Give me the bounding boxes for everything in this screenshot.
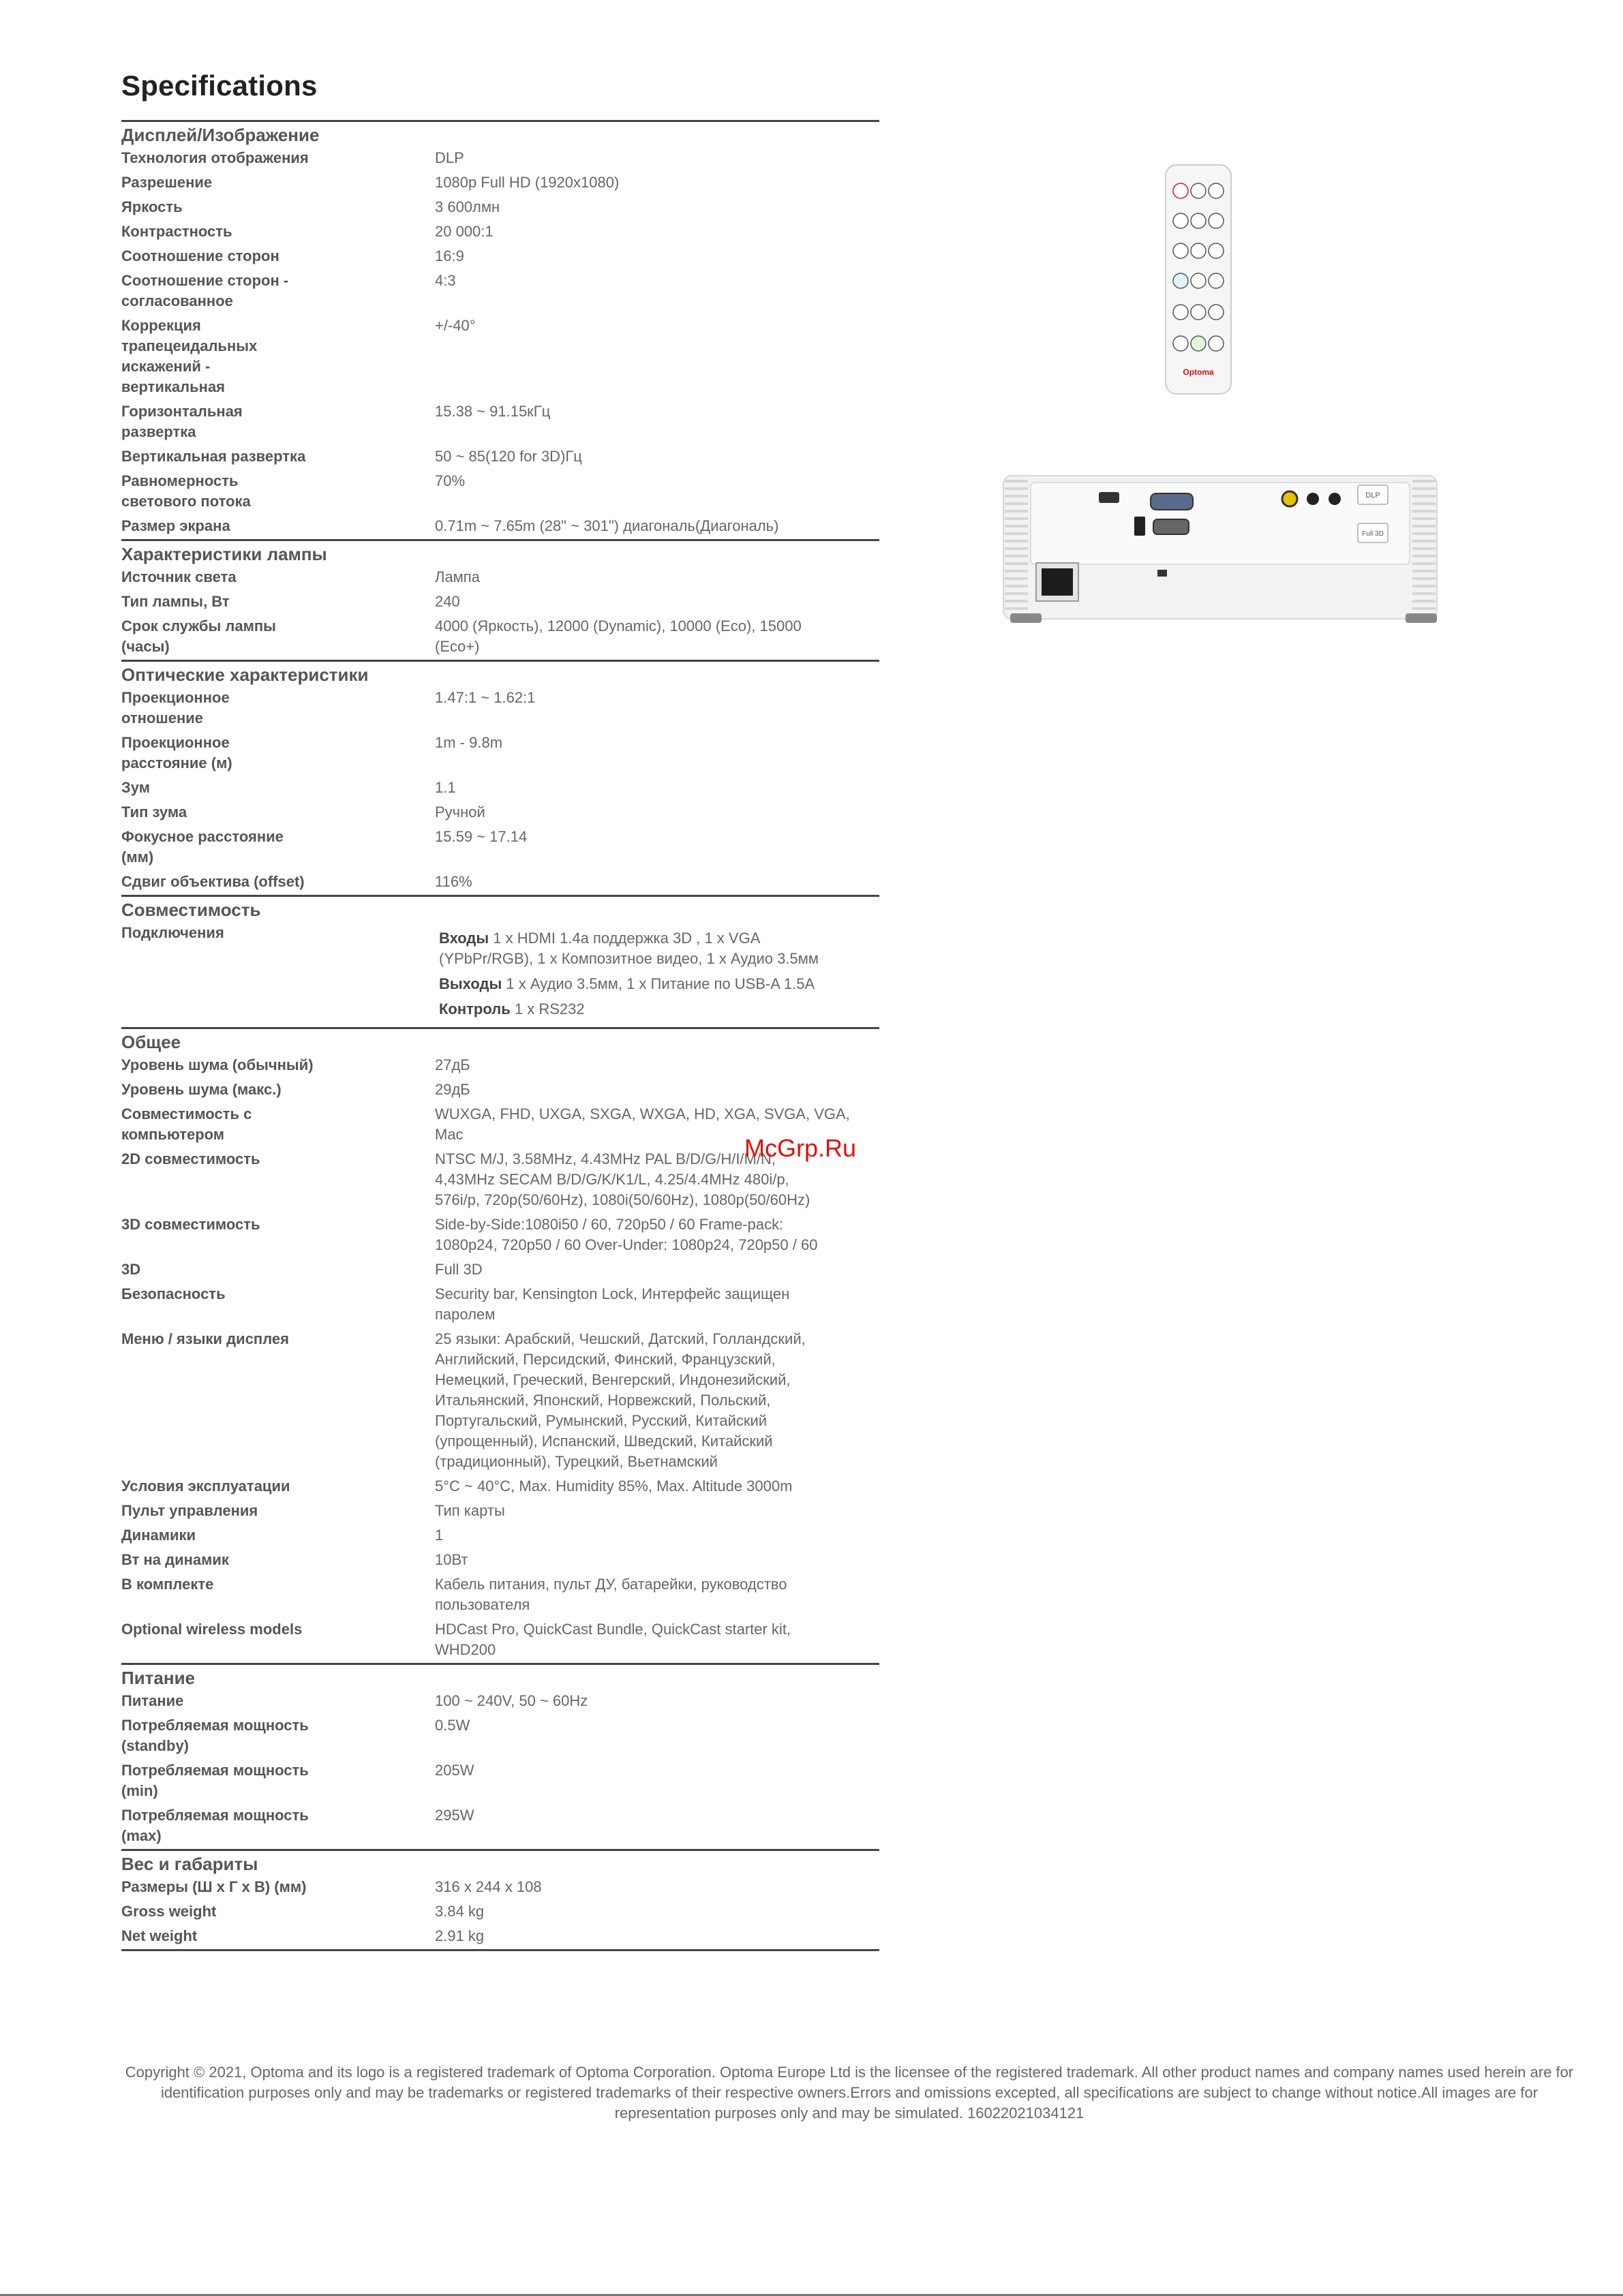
vent-slat — [1412, 480, 1436, 483]
remote-button-icon — [1209, 305, 1224, 320]
spec-value: 100 ~ 240V, 50 ~ 60Hz — [435, 1692, 588, 1709]
spec-label: В комплекте — [121, 1576, 214, 1593]
spec-label: Вертикальная развертка — [121, 448, 306, 465]
spec-row — [121, 801, 879, 825]
spec-value: NTSC M/J, 3.58MHz, 4.43MHz PAL B/D/G/H/I/M/N, 4,43MHz SECAM B/D/G/K/K1/L, 4.25/4.4MHz 480i/p, 576i/p, 720p(50/60Hz), 1080i(50/60Hz), 1080p(50/60Hz) — [435, 1150, 810, 1208]
vent-slat — [1412, 502, 1436, 505]
spec-value: 15.38 ~ 91.15кГц — [435, 403, 551, 420]
spec-section — [121, 660, 879, 895]
vent-slat — [1412, 532, 1436, 535]
spec-row — [121, 196, 879, 220]
spec-label: Gross weight — [121, 1903, 217, 1920]
connections-list — [435, 923, 879, 1024]
vent-slat — [1005, 592, 1028, 595]
spec-row — [121, 566, 879, 590]
spec-label: Подключения — [121, 924, 224, 941]
dlp-badge-label: DLP — [1365, 491, 1380, 500]
spec-value: Full 3D — [435, 1261, 483, 1278]
spec-value: 3.84 kg — [435, 1903, 485, 1920]
spec-section — [121, 1663, 879, 1849]
spec-label: Меню / языки дисплея — [121, 1330, 289, 1347]
projector-rear-image — [990, 469, 1451, 632]
vga-port-icon — [1151, 493, 1193, 510]
audio-in-jack-icon — [1307, 493, 1319, 505]
vent-slat — [1005, 540, 1028, 542]
kensington-slot-icon — [1157, 570, 1167, 577]
vent-slat — [1412, 607, 1436, 610]
spec-row — [121, 1328, 879, 1475]
spec-label: Потребляемая мощность (standby) — [121, 1717, 309, 1754]
spec-row — [121, 1876, 879, 1900]
remote-button-icon — [1191, 183, 1206, 198]
audio-out-jack-icon — [1329, 493, 1341, 505]
spec-value: 27дБ — [435, 1056, 470, 1073]
spec-value: 20 000:1 — [435, 223, 494, 240]
vent-slat — [1005, 555, 1028, 557]
remote-button-icon — [1209, 273, 1224, 288]
spec-value: 70% — [435, 472, 466, 489]
left-foot — [1010, 613, 1042, 623]
remote-button-icon — [1191, 305, 1206, 320]
spec-row — [121, 220, 879, 245]
spec-label: Коррекция трапецеидальных искажений - вертикальная — [121, 317, 258, 395]
spec-row — [121, 1499, 879, 1524]
spec-row — [121, 314, 879, 400]
spec-value: 295W — [435, 1807, 474, 1824]
spec-value: 16:9 — [435, 247, 464, 264]
spec-label: Совместимость с компьютером — [121, 1105, 252, 1143]
spec-row — [121, 1804, 879, 1849]
spec-label: Потребляемая мощность (min) — [121, 1762, 309, 1799]
spec-value: 240 — [435, 593, 460, 610]
spec-label: 2D совместимость — [121, 1150, 260, 1167]
section-title: Общее — [121, 1032, 181, 1052]
remote-button-icon — [1173, 305, 1188, 320]
vent-slat — [1412, 487, 1436, 490]
remote-button-icon — [1209, 183, 1224, 198]
remote-button-icon — [1191, 213, 1206, 228]
vent-slat — [1412, 585, 1436, 587]
vent-slat — [1412, 495, 1436, 498]
spec-value: 1.1 — [435, 779, 456, 796]
spec-row — [121, 470, 879, 515]
remote-button-icon — [1173, 336, 1188, 351]
spec-label: Уровень шума (обычный) — [121, 1056, 314, 1073]
spec-label: Контрастность — [121, 223, 232, 240]
spec-label: Равномерность светового потока — [121, 472, 251, 510]
spec-label: Тип лампы, Вт — [121, 593, 230, 610]
spec-value: 5°C ~ 40°C, Max. Humidity 85%, Max. Altitude 3000m — [435, 1478, 793, 1495]
spec-label: Фокусное расстояние (мм) — [121, 828, 284, 866]
spec-label: Net weight — [121, 1927, 198, 1944]
remote-button-icon — [1173, 183, 1188, 198]
connection-item — [439, 974, 879, 994]
page-title: Specifications — [121, 70, 318, 102]
remote-button-icon — [1191, 243, 1206, 258]
spec-label: Размер экрана — [121, 517, 230, 534]
vent-slat — [1005, 600, 1028, 602]
watermark-text: McGrp.Ru — [744, 1134, 857, 1162]
connection-item — [439, 928, 879, 969]
spec-row — [121, 1573, 879, 1618]
spec-label: Пульт управления — [121, 1502, 258, 1519]
vent-slat — [1412, 562, 1436, 565]
spec-row — [121, 590, 879, 615]
remote-control-image — [1164, 164, 1232, 395]
spec-label: Тип зума — [121, 803, 187, 821]
vent-slat — [1412, 600, 1436, 602]
spec-label: Размеры (Ш x Г x В) (мм) — [121, 1878, 307, 1895]
remote-button-icon — [1209, 336, 1224, 351]
vent-slat — [1412, 577, 1436, 580]
spec-value: 1.47:1 ~ 1.62:1 — [435, 689, 536, 706]
vent-slat — [1005, 502, 1028, 505]
spec-row — [121, 515, 879, 539]
spec-value: +/-40° — [435, 317, 476, 334]
spec-table — [121, 120, 879, 1951]
spec-row — [121, 171, 879, 196]
spec-row — [121, 400, 879, 445]
vent-slat — [1005, 495, 1028, 498]
spec-value: 4:3 — [435, 272, 456, 289]
spec-value: 1m - 9.8m — [435, 734, 503, 751]
spec-label: Технология отображения — [121, 149, 309, 166]
spec-label: Вт на динамик — [121, 1551, 229, 1568]
spec-section — [121, 1027, 879, 1663]
spec-value: HDCast Pro, QuickCast Bundle, QuickCast starter kit, WHD200 — [435, 1621, 791, 1658]
spec-row — [121, 615, 879, 660]
remote-button-icon — [1173, 213, 1188, 228]
remote-logo: Optoma — [1183, 367, 1214, 377]
section-title: Питание — [121, 1668, 196, 1688]
connection-type: Выходы — [439, 975, 502, 992]
vent-slat — [1005, 547, 1028, 550]
rs232-port-icon — [1153, 519, 1189, 534]
spec-label: Зум — [121, 779, 151, 796]
vent-slat — [1412, 510, 1436, 512]
spec-row — [121, 776, 879, 801]
vent-slat — [1005, 532, 1028, 535]
spec-row — [121, 1759, 879, 1804]
spec-section — [121, 120, 879, 539]
spec-label: 3D — [121, 1261, 141, 1278]
spec-row — [121, 731, 879, 776]
composite-jack-icon — [1282, 491, 1297, 506]
section-title: Вес и габариты — [121, 1854, 258, 1874]
spec-row — [121, 1213, 879, 1258]
section-title: Совместимость — [121, 900, 261, 920]
spec-section — [121, 1849, 879, 1949]
right-foot — [1406, 613, 1437, 623]
spec-value: Ручной — [435, 803, 485, 821]
spec-label: Питание — [121, 1692, 184, 1709]
connection-type: Входы — [439, 930, 489, 947]
spec-row — [121, 269, 879, 314]
vent-slat — [1005, 510, 1028, 512]
vent-slat — [1412, 525, 1436, 527]
connection-type: Контроль — [439, 1000, 511, 1017]
spec-row — [121, 825, 879, 870]
remote-button-icon — [1191, 336, 1206, 351]
spec-row — [121, 686, 879, 731]
full3d-badge-label: Full 3D — [1362, 530, 1384, 538]
spec-label: Горизонтальная развертка — [121, 403, 243, 440]
spec-value: 2.91 kg — [435, 1927, 485, 1944]
vent-slat — [1412, 517, 1436, 520]
connection-detail: 1 x Аудио 3.5мм, 1 x Питание по USB-A 1.5A — [502, 975, 815, 992]
remote-button-icon — [1191, 273, 1206, 288]
spec-section — [121, 539, 879, 660]
spec-row — [121, 870, 879, 895]
spec-row — [121, 245, 879, 269]
spec-row — [121, 1925, 879, 1949]
power-socket-icon — [1042, 568, 1073, 596]
spec-row — [121, 1283, 879, 1328]
spec-value: 1 — [435, 1527, 444, 1544]
spec-value: 15.59 ~ 17.14 — [435, 828, 528, 845]
spec-label: Динамики — [121, 1527, 196, 1544]
spec-row — [121, 147, 879, 171]
vent-slat — [1412, 592, 1436, 595]
spec-value: Кабель питания, пульт ДУ, батарейки, руководство пользователя — [435, 1576, 787, 1613]
spec-value: 3 600лмн — [435, 198, 500, 215]
vent-slat — [1005, 585, 1028, 587]
spec-label: Срок службы лампы (часы) — [121, 617, 276, 655]
vent-slat — [1005, 525, 1028, 527]
spec-value: Лампа — [435, 568, 480, 585]
section-title: Дисплей/Изображение — [121, 125, 320, 145]
usb-port-icon — [1134, 517, 1145, 536]
vent-slat — [1005, 577, 1028, 580]
spec-row — [121, 1714, 879, 1759]
table-bottom-rule — [121, 1949, 879, 1951]
spec-label: Потребляемая мощность (max) — [121, 1807, 309, 1844]
spec-row — [121, 1900, 879, 1925]
connection-detail: 1 x HDMI 1.4a поддержка 3D , 1 x VGA (YPbPr/RGB), 1 x Композитное видео, 1 x Аудио 3.5мм — [439, 930, 819, 967]
spec-value: 116% — [435, 873, 472, 890]
remote-button-icon — [1173, 273, 1188, 288]
spec-value: 10Вт — [435, 1551, 468, 1568]
spec-label: Уровень шума (макс.) — [121, 1081, 282, 1098]
spec-label: Соотношение сторон — [121, 247, 279, 264]
hdmi-port-icon — [1099, 492, 1119, 503]
spec-label: Optional wireless models — [121, 1621, 303, 1638]
spec-value: 205W — [435, 1762, 474, 1779]
spec-label: 3D совместимость — [121, 1216, 260, 1233]
spec-value: Side-by-Side:1080i50 / 60, 720p50 / 60 Frame-pack: 1080p24, 720p50 / 60 Over-Under: 1080p24, 720p50 / 60 — [435, 1216, 818, 1253]
spec-value: 25 языки: Арабский, Чешский, Датский, Голландский, Английский, Персидский, Финский, Французский, Немецкий, Греческий, Венгерский, Индонезийский, Итальянский, Японский, Норвежский, Польский, Португальский, Румынский, Русский, Китайский (упрощенный), Испанский, Шведский, Китайский (традиционный), Турецкий, Вьетнамский — [435, 1330, 806, 1470]
spec-row — [121, 1475, 879, 1499]
spec-label: Источник света — [121, 568, 237, 585]
spec-row — [121, 1618, 879, 1663]
spec-value: Тип карты — [435, 1502, 505, 1519]
spec-value: DLP — [435, 149, 464, 166]
spec-label: Разрешение — [121, 174, 213, 191]
spec-label: Проекционное отношение — [121, 689, 230, 726]
spec-value: Security bar, Kensington Lock, Интерфейс защищен паролем — [435, 1285, 790, 1323]
copyright-notice: Copyright © 2021, Optoma and its logo is a registered trademark of Optoma Corporation. Optoma Europe Ltd is the licensee of the registered trademark. All other product names and company names used herein are for identification purposes only and may be trademarks or registered trademarks of their respective owners.Errors and omissions excepted, all specifications are subject to change without notice.All images are for representation purposes only and may be simulated. 16022021034121 — [125, 2064, 1574, 2122]
spec-label: Условия эксплуатации — [121, 1478, 290, 1495]
spec-row — [121, 1548, 879, 1573]
spec-row — [121, 445, 879, 470]
spec-value: 1080p Full HD (1920x1080) — [435, 174, 620, 191]
spec-value: 316 x 244 x 108 — [435, 1878, 542, 1895]
spec-value: 0.71m ~ 7.65m (28" ~ 301") диагональ(Диагональ) — [435, 517, 779, 534]
spec-value: WUXGA, FHD, UXGA, SXGA, WXGA, HD, XGA, SVGA, VGA, Mac — [435, 1105, 850, 1143]
remote-button-icon — [1209, 213, 1224, 228]
connection-item — [439, 999, 879, 1020]
vent-slat — [1005, 480, 1028, 483]
vent-slat — [1005, 607, 1028, 610]
spec-row — [121, 1054, 879, 1078]
spec-label: Соотношение сторон - согласованное — [121, 272, 289, 309]
vent-slat — [1412, 570, 1436, 572]
spec-label: Проекционное расстояние (м) — [121, 734, 232, 771]
spec-row — [121, 1258, 879, 1283]
vent-slat — [1412, 547, 1436, 550]
spec-value: 4000 (Яркость), 12000 (Dynamic), 10000 (Eco), 15000 (Eco+) — [435, 617, 802, 655]
remote-button-icon — [1209, 243, 1224, 258]
vent-slat — [1005, 570, 1028, 572]
remote-button-icon — [1173, 243, 1188, 258]
vent-slat — [1412, 540, 1436, 542]
spec-row-connections — [121, 921, 879, 1027]
spec-section — [121, 895, 879, 1027]
connection-detail: 1 x RS232 — [510, 1000, 585, 1017]
spec-row — [121, 1524, 879, 1548]
section-title: Характеристики лампы — [121, 544, 327, 564]
spec-row — [121, 1078, 879, 1103]
vent-slat — [1005, 517, 1028, 520]
section-title: Оптические характеристики — [121, 664, 369, 685]
spec-label: Безопасность — [121, 1285, 226, 1302]
vent-slat — [1005, 487, 1028, 490]
spec-label: Яркость — [121, 198, 183, 215]
spec-value: 50 ~ 85(120 for 3D)Гц — [435, 448, 582, 465]
spec-label: Сдвиг объектива (offset) — [121, 873, 305, 890]
spec-value: 29дБ — [435, 1081, 470, 1098]
vent-slat — [1005, 562, 1028, 565]
spec-row — [121, 1689, 879, 1714]
vent-slat — [1412, 555, 1436, 557]
spec-value: 0.5W — [435, 1717, 470, 1734]
